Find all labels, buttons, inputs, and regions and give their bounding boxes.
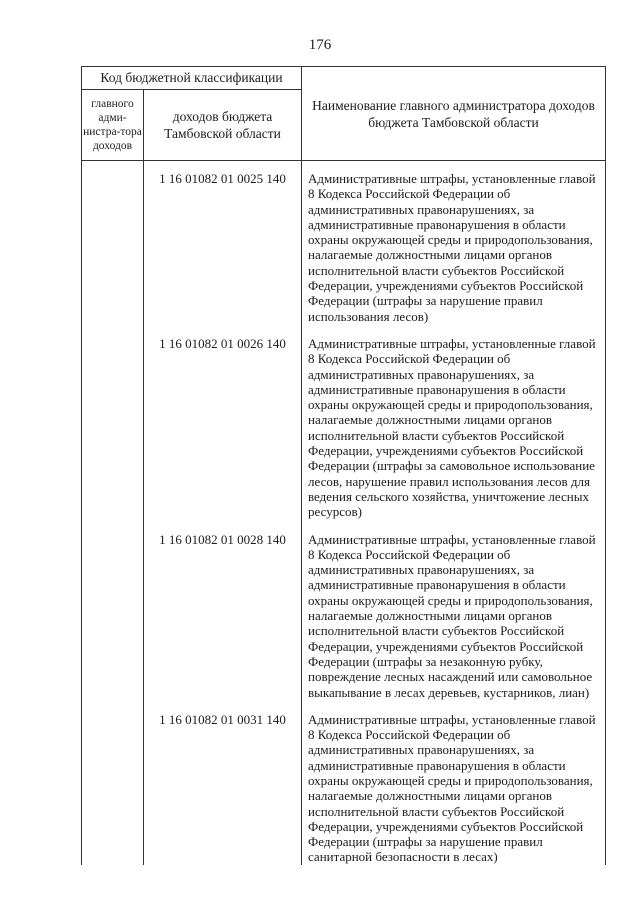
table-row (82, 520, 606, 700)
row-code-cell: 1 16 01082 01 0025 140 (144, 161, 302, 324)
row-code-cell: 1 16 01082 01 0028 140 (144, 520, 302, 700)
header-group-label: Код бюджетной классификации (82, 67, 302, 90)
table-row (82, 700, 606, 865)
header-name-column: Наименование главного администратора доходов бюджета Тамбовской области (302, 67, 606, 161)
table-row (82, 324, 606, 520)
header-income-column: доходов бюджета Тамбовской области (144, 90, 302, 161)
row-code-cell: 1 16 01082 01 0031 140 (144, 700, 302, 865)
budget-classification-table (81, 66, 606, 865)
header-admin-column: главного адми-нистра-тора доходов (82, 90, 144, 161)
row-name-cell: Административные штрафы, установленные главой 8 Кодекса Российской Федерации об административных правонарушениях, за административные правонарушения в области охраны окружающей среды и природопользования, налагаемые должностными лицами органов исполнительной власти субъектов Российской Федерации, учреждениями субъектов Российской Федерации (штрафы за незаконную рубку, повреждение лесных насаждений или самовольное выкапывание в лесах деревьев, кустарников, лиан) (302, 520, 606, 700)
row-admin-cell (82, 324, 144, 520)
row-admin-cell (82, 520, 144, 700)
table-row (82, 161, 606, 324)
row-admin-cell (82, 161, 144, 324)
row-admin-cell (82, 700, 144, 865)
row-name-cell: Административные штрафы, установленные главой 8 Кодекса Российской Федерации об административных правонарушениях, за административные правонарушения в области охраны окружающей среды и природопользования, налагаемые должностными лицами органов исполнительной власти субъектов Российской Федерации, учреждениями субъектов Российской Федерации (штрафы за нарушение правил использования лесов) (302, 161, 606, 324)
row-name-cell: Административные штрафы, установленные главой 8 Кодекса Российской Федерации об административных правонарушениях, за административные правонарушения в области охраны окружающей среды и природопользования, налагаемые должностными лицами органов исполнительной власти субъектов Российской Федерации, учреждениями субъектов Российской Федерации (штрафы за нарушение правил санитарной безопасности в лесах) (302, 700, 606, 865)
row-code-cell: 1 16 01082 01 0026 140 (144, 324, 302, 520)
page-number: 176 (308, 37, 332, 53)
row-name-cell: Административные штрафы, установленные главой 8 Кодекса Российской Федерации об административных правонарушениях, за административные правонарушения в области охраны окружающей среды и природопользования, налагаемые должностными лицами органов исполнительной власти субъектов Российской Федерации, учреждениями субъектов Российской Федерации (штрафы за самовольное использование лесов, нарушение правил использования лесов для ведения сельского хозяйства, уничтожение лесных ресурсов) (302, 324, 606, 520)
